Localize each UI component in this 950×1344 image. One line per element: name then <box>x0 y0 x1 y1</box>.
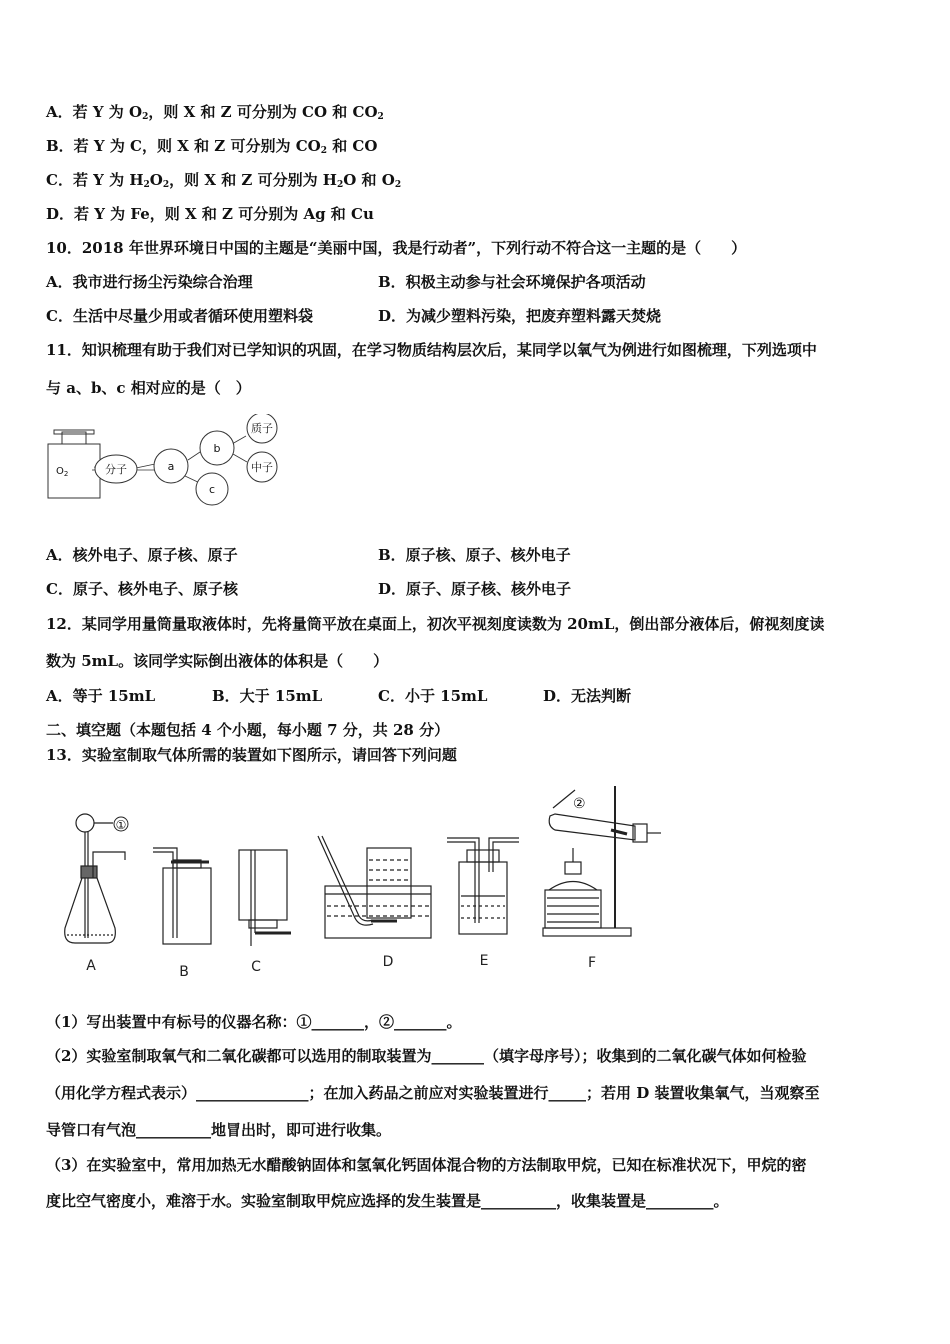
mark-1-label: ① <box>115 818 127 832</box>
o2-label: $O_2$ <box>56 466 69 478</box>
apparatus-b-bottle-icon <box>153 848 211 944</box>
apparatus-e-wash-bottle-icon <box>447 838 519 934</box>
q12-stem-line2: 数为 5mL。该同学实际倒出液体的体积是（ ） <box>46 652 389 670</box>
section-two-heading: 二、填空题（本题包括 4 个小题，每小题 7 分，共 28 分） <box>46 721 450 739</box>
c-label: c <box>208 483 216 496</box>
label-c: C <box>251 959 261 975</box>
apparatus-a-flask-icon <box>65 814 125 943</box>
neutron-label: 中子 <box>251 461 273 474</box>
apparatus-f-heating-stand-icon <box>543 786 661 936</box>
q10-stem: 10．2018 年世界环境日中国的主题是“美丽中国，我是行动者”，下列行动不符合这一主题的是（ ） <box>46 239 747 257</box>
q11-option-d: D．原子、原子核、核外电子 <box>378 580 572 598</box>
q11-stem-line1: 11．知识梳理有助于我们对已学知识的巩固，在学习物质结构层次后，某同学以氧气为例进行如图梳理，下列选项中 <box>46 341 817 359</box>
q12-option-b: B．大于 15mL <box>212 687 323 705</box>
q10-option-a: A．我市进行扬尘污染综合治理 <box>46 273 253 291</box>
q13-part2-line2: （用化学方程式表示）_______________；在加入药品之前应对实验装置进行_____；若用 D 装置收集氧气，当观察至 <box>46 1084 820 1102</box>
a-label: a <box>167 460 175 473</box>
oxygen-bottle-icon <box>48 430 100 498</box>
q9-option-a: A．若 Y 为 $O_2$，则 X 和 Z 可分别为 CO 和 $CO_2$ <box>46 103 384 122</box>
molecule-label: 分子 <box>105 463 127 476</box>
q13-apparatus-diagram <box>55 778 665 978</box>
b-label: b <box>213 442 221 455</box>
label-e: E <box>479 953 489 969</box>
label-a: A <box>86 958 96 974</box>
label-b: B <box>179 964 189 978</box>
q12-stem-line1: 12．某同学用量筒量取液体时，先将量筒平放在桌面上，初次平视刻度读数为 20mL，倒出部分液体后，俯视刻度读 <box>46 615 825 633</box>
q11-option-a: A．核外电子、原子核、原子 <box>46 546 238 564</box>
q11-structure-diagram <box>40 414 300 518</box>
q13-part3-line1: （3）在实验室中，常用加热无水醋酸钠固体和氢氧化钙固体混合物的方法制取甲烷，已知在标准状况下，甲烷的密 <box>46 1156 807 1174</box>
q10-option-b: B．积极主动参与社会环境保护各项活动 <box>378 273 646 291</box>
q9-option-c: C．若 Y 为 $H_2O_2$，则 X 和 Z 可分别为 $H_2O$ 和 $O_2$ <box>46 171 402 190</box>
q12-option-a: A．等于 15mL <box>46 687 156 705</box>
label-f: F <box>587 955 597 971</box>
apparatus-c-bottle-icon <box>239 850 291 946</box>
q12-option-c: C．小于 15mL <box>378 687 488 705</box>
apparatus-d-water-trough-icon <box>318 836 431 938</box>
proton-label: 质子 <box>251 422 273 435</box>
q9-option-b: B．若 Y 为 C，则 X 和 Z 可分别为 $CO_2$ 和 CO <box>46 137 378 156</box>
q9-option-d: D．若 Y 为 Fe，则 X 和 Z 可分别为 Ag 和 Cu <box>46 205 374 223</box>
q11-stem-line2: 与 a、b、c 相对应的是（ ） <box>46 379 251 397</box>
q10-option-c: C．生活中尽量少用或者循环使用塑料袋 <box>46 307 313 325</box>
q11-option-b: B．原子核、原子、核外电子 <box>378 546 571 564</box>
q11-option-c: C．原子、核外电子、原子核 <box>46 580 238 598</box>
q13-part2-line3: 导管口有气泡__________地冒出时，即可进行收集。 <box>46 1121 392 1139</box>
label-d: D <box>382 954 394 970</box>
q10-option-d: D．为减少塑料污染，把废弃塑料露天焚烧 <box>378 307 662 325</box>
q13-part3-line2: 度比空气密度小，难溶于水。实验室制取甲烷应选择的发生装置是__________，收集装置是_________。 <box>46 1192 729 1210</box>
q13-part1: （1）写出装置中有标号的仪器名称：①_______，②_______。 <box>46 1013 462 1031</box>
q12-option-d: D．无法判断 <box>543 687 632 705</box>
mark-2-label: ② <box>573 796 586 812</box>
q13-part2-line1: （2）实验室制取氧气和二氧化碳都可以选用的制取装置为_______（填字母序号）；收集到的二氧化碳气体如何检验 <box>46 1047 807 1065</box>
q13-stem: 13．实验室制取气体所需的装置如下图所示，请回答下列问题 <box>46 746 457 764</box>
